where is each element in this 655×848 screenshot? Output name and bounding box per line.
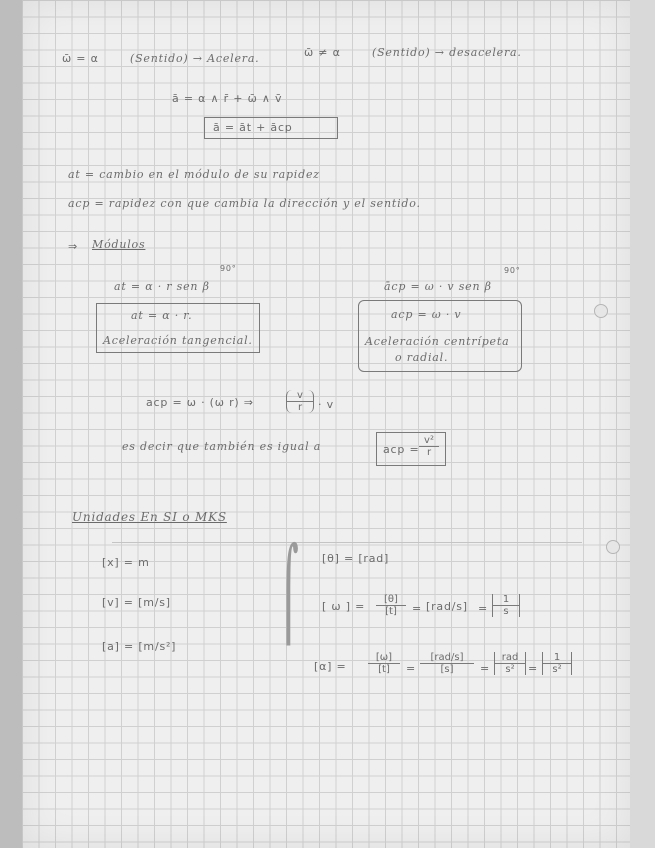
t-den: [t] bbox=[385, 606, 397, 617]
tambien-text: es decir que también es igual a bbox=[122, 440, 322, 453]
acp-derivation: acp = ω · (ω r) ⇒ bbox=[146, 396, 254, 409]
unit-alpha-lhs: [α] = bbox=[314, 660, 347, 673]
at-definition: at = cambio en el módulo de su rapidez bbox=[68, 168, 320, 181]
separator-brace: ⌠ bbox=[278, 544, 299, 646]
one-over-s bbox=[492, 594, 520, 617]
modulos-arrow: ⇒ bbox=[68, 240, 79, 253]
one-num: 1 bbox=[493, 594, 519, 606]
v-numerator: v bbox=[287, 390, 313, 402]
omega-not-alpha: ω̄ ≠ α bbox=[304, 46, 341, 59]
unit-x: [x] = m bbox=[102, 556, 150, 569]
centripetal-box bbox=[358, 300, 522, 372]
tangential-box bbox=[96, 303, 260, 353]
left-degree-label: 90° bbox=[220, 264, 237, 273]
unit-a: [a] = [m/s²] bbox=[102, 640, 177, 653]
rads-over-s bbox=[420, 652, 474, 675]
acelera-note: (Sentido) → Acelera. bbox=[130, 52, 260, 65]
v-over-r-fraction bbox=[286, 390, 314, 413]
theta-num: [θ] bbox=[376, 594, 406, 606]
v-squared: v² bbox=[419, 435, 439, 447]
desacelera-note: (Sentido) → desacelera. bbox=[372, 46, 522, 59]
acp-label: acp = bbox=[383, 443, 420, 456]
centripetal-label-2: o radial. bbox=[395, 351, 449, 364]
section-divider bbox=[112, 542, 582, 543]
at-plus-acp: ā = āt + ācp bbox=[213, 121, 293, 134]
boxed-acceleration-equation bbox=[204, 117, 338, 139]
theta-over-t bbox=[376, 594, 406, 617]
r: r bbox=[426, 447, 432, 458]
centripetal-equation: acp = ω · v bbox=[391, 308, 462, 321]
one-num-2: 1 bbox=[543, 652, 571, 664]
unidades-heading: Unidades En SI o MKS bbox=[72, 510, 227, 524]
alpha-eq-sign-3: = bbox=[528, 662, 539, 675]
s-den-2: [s] bbox=[440, 664, 454, 675]
acp-module-equation: ācp = ω · v sen β bbox=[384, 280, 492, 293]
tangential-equation: at = α · r. bbox=[131, 309, 193, 322]
s2-den: s² bbox=[505, 664, 515, 675]
v2-over-r-fraction bbox=[419, 435, 439, 458]
acceleration-vector-sum: ā = α ∧ r̄ + ω̄ ∧ v̄ bbox=[172, 92, 283, 105]
page-edge-shadow bbox=[0, 0, 22, 848]
omega-eq-sign: = bbox=[412, 602, 423, 615]
omega-over-t bbox=[368, 652, 400, 675]
rad-per-s: [rad/s] bbox=[426, 600, 468, 613]
alpha-eq-sign-2: = bbox=[480, 662, 491, 675]
acp-definition: acp = rapidez con que cambia la dirección y el sentido. bbox=[68, 197, 421, 210]
rads-num: [rad/s] bbox=[420, 652, 474, 664]
r-denominator: r bbox=[297, 402, 303, 413]
s2-den-2: s² bbox=[552, 664, 562, 675]
centripetal-label-1: Aceleración centrípeta bbox=[365, 335, 510, 348]
rad-over-s2 bbox=[494, 652, 526, 675]
modulos-heading: Módulos bbox=[92, 238, 146, 251]
right-degree-label: 90° bbox=[504, 266, 521, 275]
unit-v: [v] = [m/s] bbox=[102, 596, 171, 609]
alpha-eq-sign: = bbox=[406, 662, 417, 675]
t-den-2: [t] bbox=[378, 664, 390, 675]
unit-omega-lhs: [ ω ] = bbox=[322, 600, 366, 613]
one-over-s2 bbox=[542, 652, 572, 675]
s-den: s bbox=[503, 606, 509, 617]
binder-hole-top bbox=[594, 304, 608, 318]
times-v: · v bbox=[318, 398, 334, 411]
unit-theta: [θ] = [rad] bbox=[322, 552, 390, 565]
tangential-label: Aceleración tangencial. bbox=[103, 334, 253, 347]
at-module-equation: at = α · r sen β bbox=[114, 280, 210, 293]
acp-v2-over-r-box bbox=[376, 432, 446, 466]
omega-eq-sign-2: = bbox=[478, 602, 489, 615]
omega-equals-alpha: ω̄ = α bbox=[62, 52, 99, 65]
omega-num: [ω] bbox=[368, 652, 400, 664]
rad-num: rad bbox=[495, 652, 525, 664]
binder-hole-bottom bbox=[606, 540, 620, 554]
notebook-page bbox=[22, 0, 630, 848]
